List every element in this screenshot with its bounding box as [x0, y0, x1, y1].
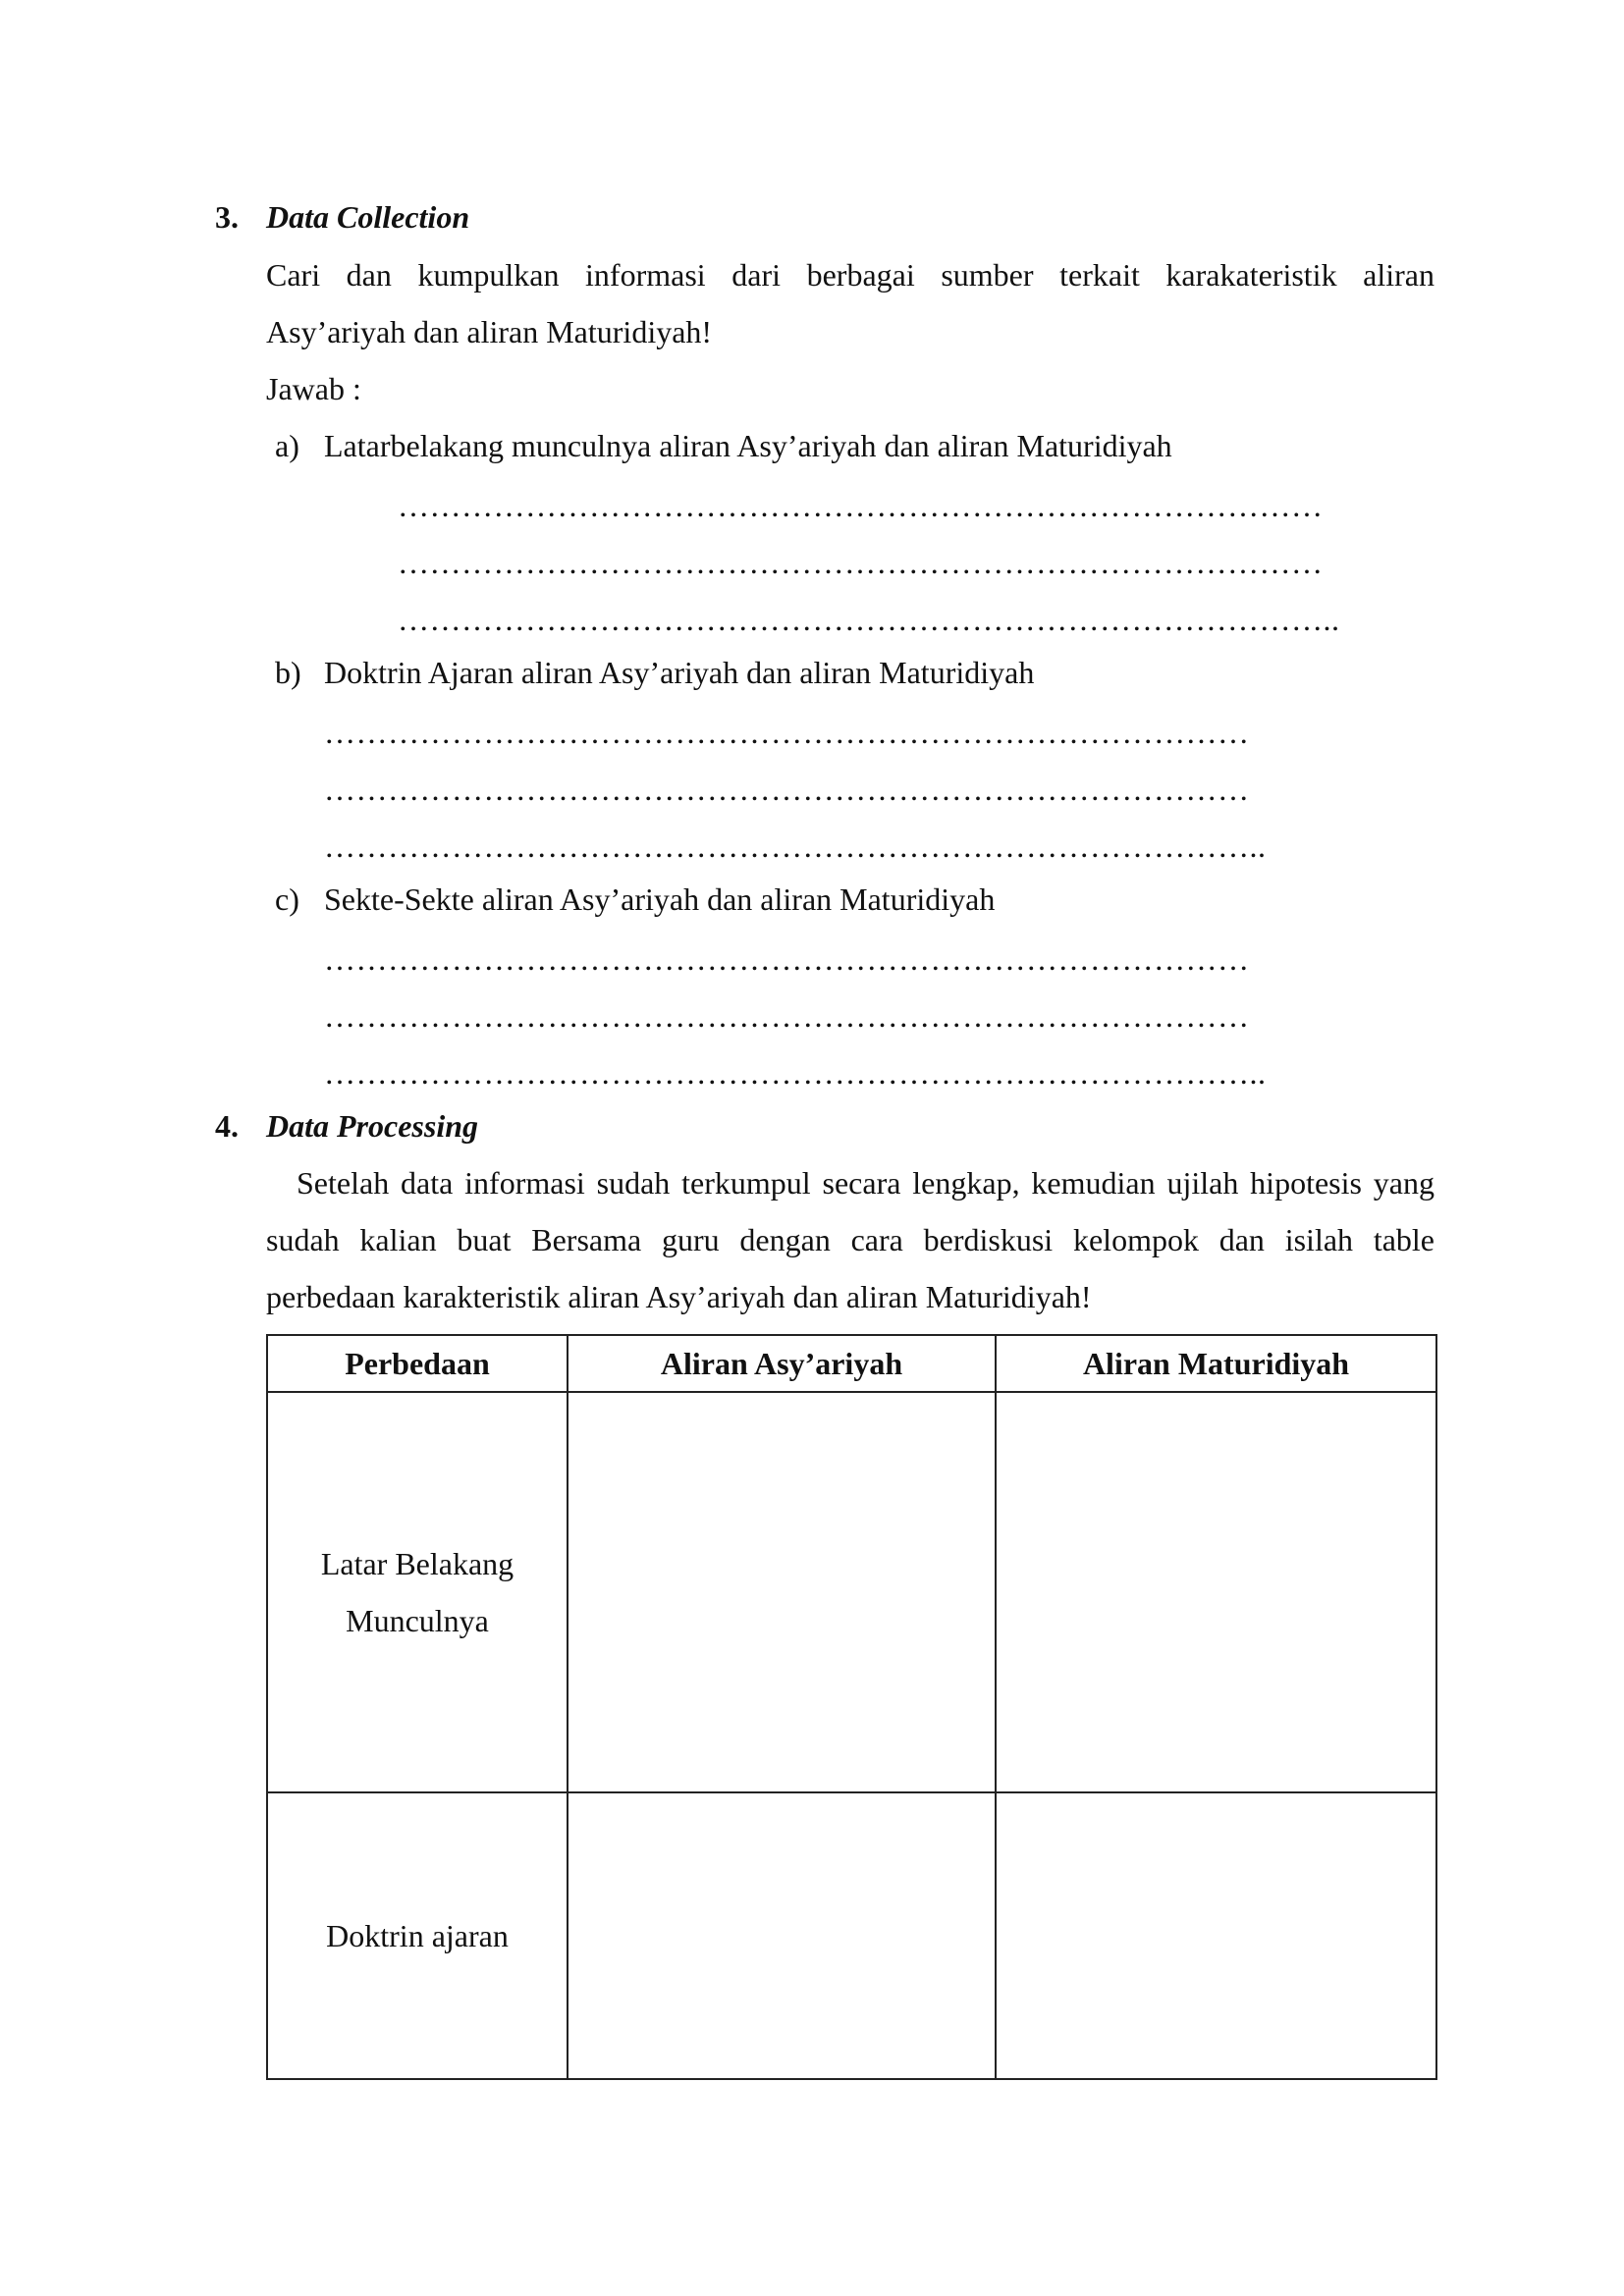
item-a-answer-line-1: ……………………………………………………………………………	[398, 488, 1324, 523]
table-header-row	[267, 1335, 1436, 1392]
row-label-doktrin-ajaran	[267, 1792, 568, 2079]
item-a-text: Latarbelakang munculnya aliran Asy’ariyah dan aliran Maturidiyah	[324, 428, 1172, 463]
section-4-number: 4.	[215, 1108, 239, 1144]
item-b-text: Doktrin Ajaran aliran Asy’ariyah dan aliran Maturidiyah	[324, 655, 1035, 690]
row-label-line: Latar Belakang	[320, 1546, 514, 1581]
item-b-answer-line-3: ……………………………………………………………………………..	[324, 828, 1267, 864]
difference-table	[266, 1334, 1437, 2080]
item-a-answer-line-2: ……………………………………………………………………………	[398, 545, 1324, 580]
header-aliran-asyariyah: Aliran Asy’ariyah	[568, 1335, 996, 1392]
cell-maturidiyah-latar-belakang[interactable]	[996, 1392, 1436, 1792]
cell-asyariyah-latar-belakang[interactable]	[568, 1392, 996, 1792]
item-c-text: Sekte-Sekte aliran Asy’ariyah dan aliran Maturidiyah	[324, 881, 996, 917]
row-label-line: Doktrin ajaran	[326, 1918, 509, 1953]
answer-label: Jawab :	[266, 371, 361, 406]
section-3-number: 3.	[215, 199, 239, 235]
item-a-answer-line-3: ……………………………………………………………………………..	[398, 602, 1340, 637]
table-row	[267, 1392, 1436, 1792]
item-c-answer-line-1: ……………………………………………………………………………	[324, 941, 1250, 977]
item-a-marker: a)	[275, 428, 299, 463]
section-4-paragraph-line-1: Setelah data informasi sudah terkumpul secara lengkap, kemudian ujilah hipotesis yang	[297, 1165, 1435, 1201]
table-row	[267, 1792, 1436, 2079]
section-3-title: Data Collection	[266, 199, 470, 235]
cell-maturidiyah-doktrin[interactable]	[996, 1792, 1436, 2079]
section-4-paragraph-line-3: perbedaan karakteristik aliran Asy’ariyah dan aliran Maturidiyah!	[266, 1279, 1092, 1314]
section-4-title: Data Processing	[266, 1108, 478, 1144]
header-perbedaan: Perbedaan	[267, 1335, 568, 1392]
section-4-paragraph-line-2: sudah kalian buat Bersama guru dengan cara berdiskusi kelompok dan isilah table	[266, 1222, 1435, 1257]
item-c-answer-line-3: ……………………………………………………………………………..	[324, 1055, 1267, 1091]
header-aliran-maturidiyah: Aliran Maturidiyah	[996, 1335, 1436, 1392]
item-b-answer-line-2: ……………………………………………………………………………	[324, 772, 1250, 807]
row-label-latar-belakang	[267, 1392, 568, 1792]
item-b-answer-line-1: ……………………………………………………………………………	[324, 715, 1250, 750]
item-c-answer-line-2: ……………………………………………………………………………	[324, 998, 1250, 1034]
item-c-marker: c)	[275, 881, 299, 917]
section-3-instruction-line-1: Cari dan kumpulkan informasi dari berbagai sumber terkait karakateristik aliran	[266, 257, 1435, 293]
item-b-marker: b)	[275, 655, 301, 690]
cell-asyariyah-doktrin[interactable]	[568, 1792, 996, 2079]
row-label-line: Munculnya	[346, 1603, 489, 1638]
section-3-instruction-line-2: Asy’ariyah dan aliran Maturidiyah!	[266, 314, 713, 349]
